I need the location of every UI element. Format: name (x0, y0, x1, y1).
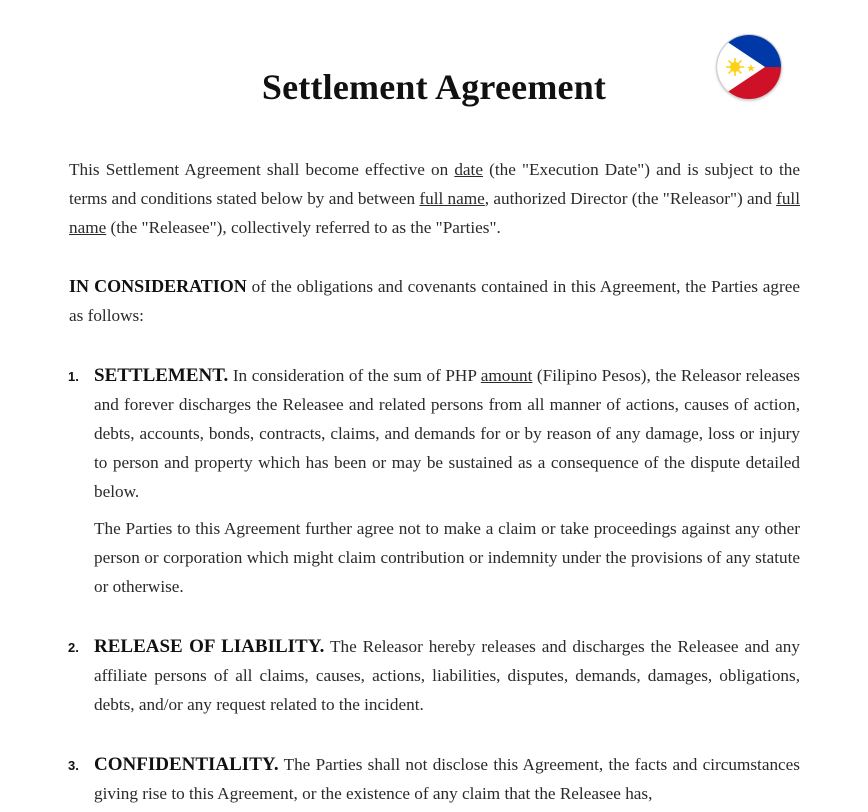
clause-settlement (94, 361, 800, 506)
consideration-paragraph (69, 272, 800, 330)
intro-text: This Settlement Agreement shall become effective on (69, 160, 455, 179)
clause-text: The Parties shall not disclose this Agreement, the facts and circumstances giving rise to this Agreement, or the existence of any claim that the Releasee has, (94, 755, 800, 803)
clause-confidentiality (94, 750, 800, 808)
clause-text: In consideration of the sum of PHP (228, 366, 481, 385)
clause-text: The Releasor hereby releases and discharges the Releasee and any affiliate persons of all claims, causes, actions, liabilities, disputes, demands, damages, obligations, debts, and/or any request related to the incident. (94, 637, 800, 714)
clause-heading: RELEASE OF LIABILITY. (94, 636, 325, 657)
document-title: Settlement Agreement (261, 67, 607, 107)
clause-number: 3. (68, 758, 79, 773)
consideration-lead: IN CONSIDERATION (69, 276, 247, 296)
clause-text: (Filipino Pesos), the Releasor releases and forever discharges the Releasee and related persons from all manner of actions, causes of action, debts, accounts, bonds, contracts, claims, and demands for or by reason of any damage, loss or injury to person and property which has been or may be sustained as a consequence of the dispute detailed below. (94, 366, 800, 501)
intro-text: (the "Execution Date") and is subject to the terms and conditions stated below by and between (69, 160, 801, 208)
releasee-name-field[interactable]: full name (69, 189, 800, 237)
clause-heading: SETTLEMENT. (94, 365, 229, 386)
clause-release-of-liability (94, 632, 800, 719)
releasor-name-field[interactable]: full name (419, 189, 485, 208)
clause-number: 2. (68, 640, 79, 655)
intro-paragraph (69, 155, 800, 242)
amount-field[interactable]: amount (480, 366, 533, 385)
intro-text: (the "Releasee"), collectively referred to as the "Parties". (106, 218, 501, 237)
clause-settlement-paragraph-2: The Parties to this Agreement further agree not to make a claim or take proceedings against any other person or corporation which might claim contribution or indemnity under the provisions of any statute or otherwise. (94, 519, 800, 596)
clause-number: 1. (68, 369, 79, 384)
consideration-text: of the obligations and covenants contained in this Agreement, the Parties agree as follows: (69, 277, 801, 325)
intro-text: , authorized Director (the "Releasor") and (484, 189, 777, 208)
date-field[interactable]: date (454, 160, 483, 179)
clause-heading: CONFIDENTIALITY. (94, 754, 279, 775)
